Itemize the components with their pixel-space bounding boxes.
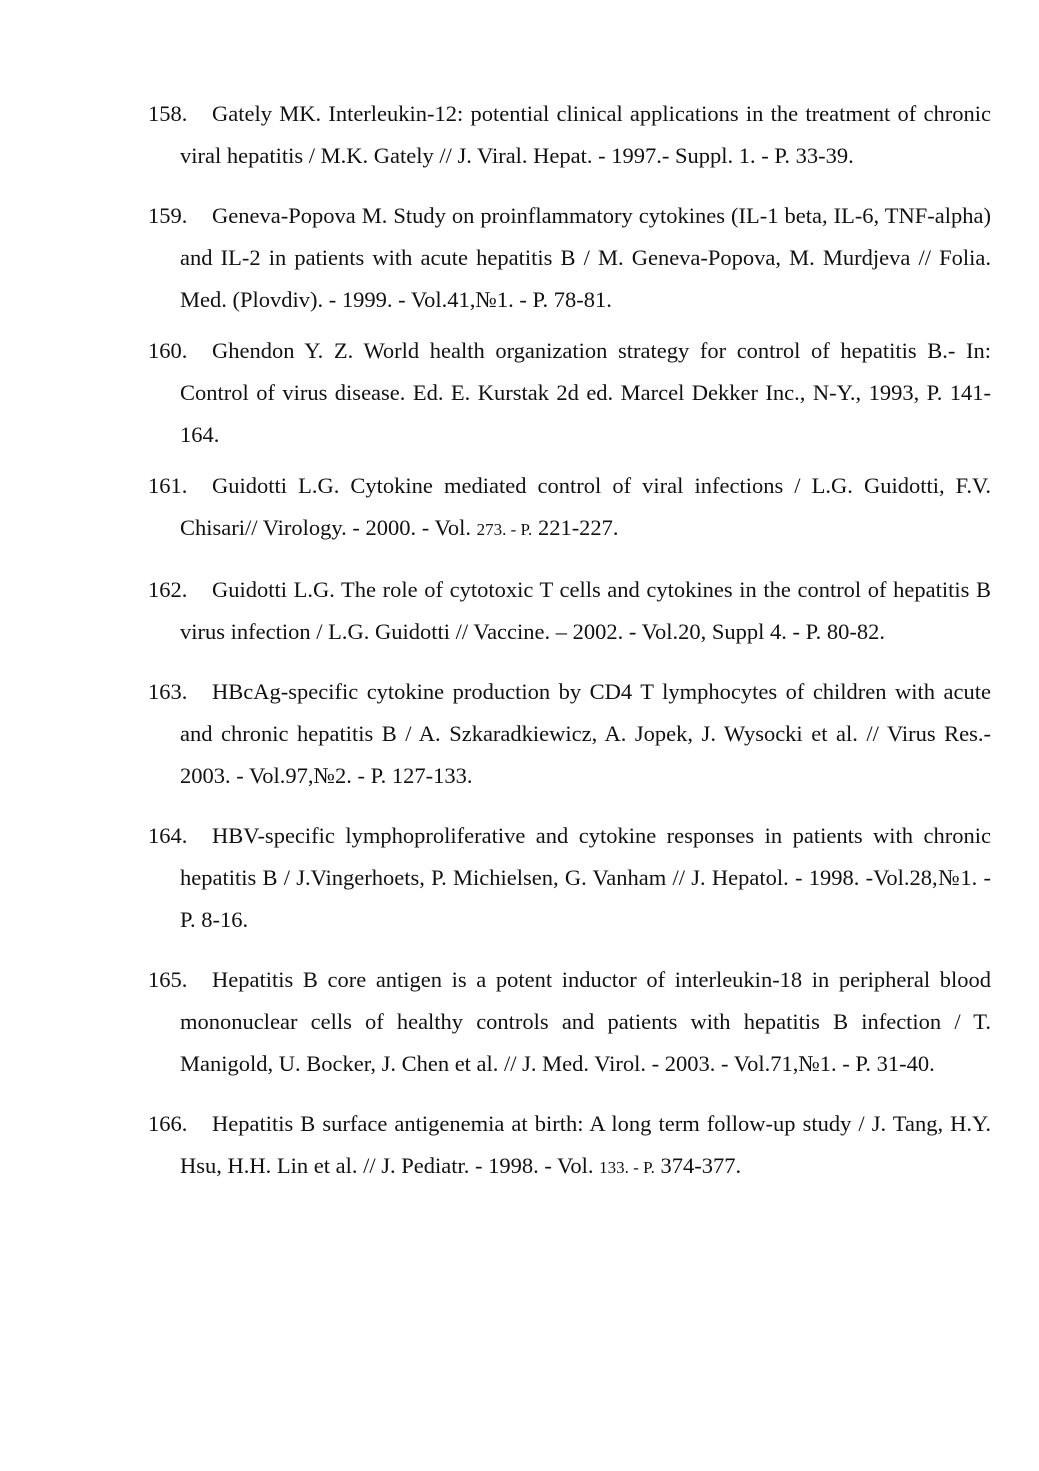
reference-text: Hepatitis B surface antigenemia at birth: A long term follow-up study / J. Tang, H.Y. Hsu, H.H. Lin et al. // J. Pediatr. - 1998. - Vol.: [180, 1111, 991, 1178]
reference-text-small: 133. - P.: [599, 1158, 655, 1177]
reference-text-small: 273. - P.: [476, 520, 533, 539]
reference-item: [148, 959, 991, 1085]
reference-number: 160.: [148, 338, 188, 363]
reference-item: [148, 195, 991, 321]
reference-text: HBcAg-specific cytokine production by CD4 T lymphocytes of children with acute and chronic hepatitis B / A. Szkaradkiewicz, A. Jopek, J. Wysocki et al. // Virus Res.- 2003. - Vol.97,№2. - P. 127-133.: [180, 679, 991, 788]
reference-text: Geneva-Popova M. Study on proinflammatory cytokines (IL-1 beta, IL-6, TNF-alpha) and IL-2 in patients with acute hepatitis B / M. Geneva-Popova, M. Murdjeva // Folia. Med. (Plovdiv). - 1999. - Vol.41,№1. - P. 78-81.: [180, 203, 991, 312]
reference-text: HBV-specific lymphoproliferative and cytokine responses in patients with chronic hepatitis B / J.Vingerhoets, P. Michielsen, G. Vanham // J. Hepatol. - 1998. -Vol.28,№1. - P. 8-16.: [180, 823, 991, 932]
reference-text: Gately MK. Interleukin-12: potential clinical applications in the treatment of chronic viral hepatitis / M.K. Gately // J. Viral. Hepat. - 1997.- Suppl. 1. - P. 33-39.: [180, 101, 991, 168]
reference-item: [148, 93, 991, 177]
reference-text: 221-227.: [537, 515, 619, 540]
reference-number: 164.: [148, 823, 188, 848]
reference-list: [148, 93, 991, 1189]
reference-text: Guidotti L.G. Cytokine mediated control of viral infections / L.G. Guidotti, F.V. Chisari// Virology. - 2000. - Vol.: [180, 473, 991, 540]
reference-item: [148, 569, 991, 653]
reference-text: 374-377.: [660, 1153, 742, 1178]
reference-text: Guidotti L.G. The role of cytotoxic T cells and cytokines in the control of hepatitis B virus infection / L.G. Guidotti // Vaccine. – 2002. - Vol.20, Suppl 4. - P. 80-82.: [180, 577, 991, 644]
reference-number: 162.: [148, 577, 188, 602]
reference-text: Hepatitis B core antigen is a potent inductor of interleukin-18 in peripheral blood mononuclear cells of healthy controls and patients with hepatitis B infection / T. Manigold, U. Bocker, J. Chen et al. // J. Med. Virol. - 2003. - Vol.71,№1. - P. 31-40.: [180, 967, 991, 1076]
reference-number: 158.: [148, 101, 188, 126]
reference-item: [148, 815, 991, 941]
reference-number: 159.: [148, 203, 188, 228]
reference-number: 165.: [148, 967, 188, 992]
reference-text: Ghendon Y. Z. World health organization strategy for control of hepatitis B.- In: Control of virus disease. Ed. E. Kurstak 2d ed. Marcel Dekker Inc., N-Y., 1993, P. 141-164.: [180, 338, 991, 447]
reference-item: [148, 1103, 991, 1189]
reference-number: 163.: [148, 679, 188, 704]
reference-item: [148, 465, 991, 551]
reference-item: [148, 671, 991, 797]
reference-number: 166.: [148, 1111, 188, 1136]
reference-item: [148, 330, 991, 456]
reference-number: 161.: [148, 473, 188, 498]
